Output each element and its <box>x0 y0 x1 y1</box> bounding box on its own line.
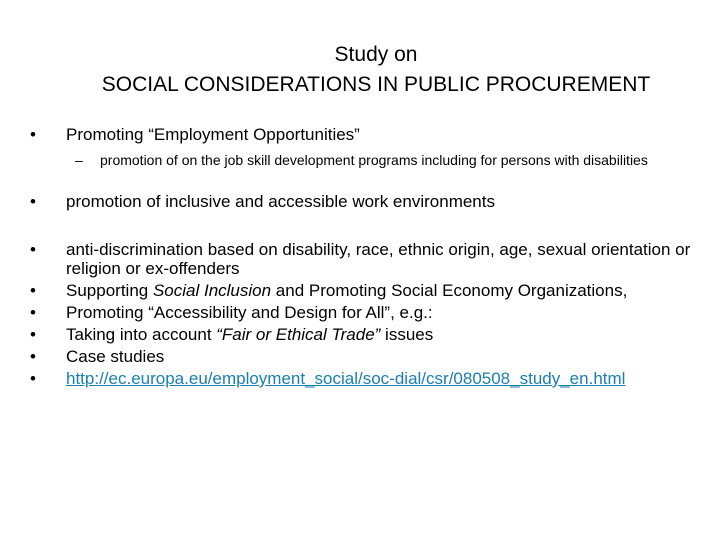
title-line-1: Study on <box>334 43 418 66</box>
list-item <box>30 325 700 344</box>
list-item-text <box>66 369 700 388</box>
bullet-text: Promoting “Employment Opportunities” <box>66 125 360 144</box>
considerations-list <box>30 240 700 391</box>
sub-bullet-skill-development <box>75 153 700 168</box>
bullet-icon: • <box>30 192 36 211</box>
list-item-text: Case studies <box>66 347 165 366</box>
slide-title <box>0 40 720 100</box>
list-item <box>30 347 700 366</box>
sub-bullet-text: promotion of on the job skill development programs including for persons with disabilities <box>100 152 648 168</box>
list-item-text <box>66 325 700 344</box>
emphasis-social-inclusion: Social Inclusion <box>152 281 272 300</box>
list-item-text <box>66 281 700 300</box>
study-link[interactable]: http://ec.europa.eu/employment_social/soc-dial/csr/080508_study_en.html <box>66 369 626 388</box>
list-item <box>30 281 700 300</box>
bullet-icon: • <box>30 347 36 366</box>
bullet-icon: • <box>30 240 36 259</box>
bullet-inclusive-environments <box>30 192 700 211</box>
bullet-employment-opportunities <box>30 125 700 144</box>
list-item-text: Promoting “Accessibility and Design for All”, e.g.: <box>66 303 433 322</box>
dash-icon: – <box>75 152 83 168</box>
bullet-icon: • <box>30 369 36 388</box>
list-item <box>30 240 700 278</box>
text-segment: and Promoting Social Economy Organizations, <box>271 281 628 300</box>
bullet-icon: • <box>30 281 36 300</box>
bullet-icon: • <box>30 303 36 322</box>
bullet-icon: • <box>30 325 36 344</box>
text-segment: Taking into account <box>66 325 217 344</box>
text-segment: issues <box>380 325 434 344</box>
bullet-text: promotion of inclusive and accessible work environments <box>66 192 495 211</box>
list-item-text: anti-discrimination based on disability, race, ethnic origin, age, sexual orientation or religion or ex-offenders <box>66 240 691 278</box>
employment-section <box>30 125 700 168</box>
title-line-2: SOCIAL CONSIDERATIONS IN PUBLIC PROCUREMENT <box>101 73 651 96</box>
text-segment: Supporting <box>66 281 153 300</box>
bullet-icon: • <box>30 125 36 144</box>
work-environment-section <box>30 192 700 211</box>
list-item <box>30 369 700 388</box>
list-item <box>30 303 700 322</box>
emphasis-fair-trade: “Fair or Ethical Trade” <box>216 325 381 344</box>
